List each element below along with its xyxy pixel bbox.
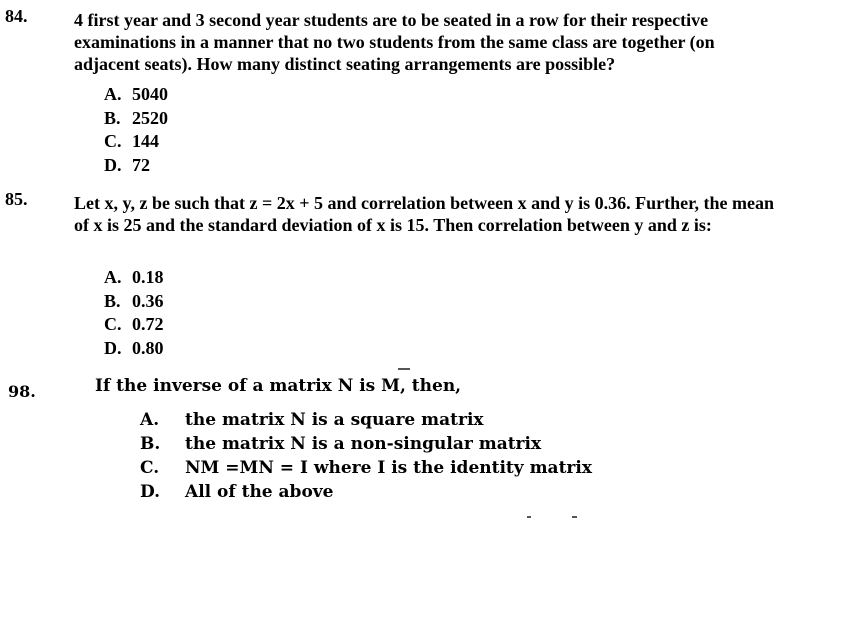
- option-d[interactable]: D. 72: [104, 154, 150, 175]
- answer-options: [104, 266, 164, 360]
- question-text: If the inverse of a matrix N is M, then,: [95, 376, 462, 396]
- option-c[interactable]: C. NM =MN = I where I is the identity matrix: [140, 458, 592, 478]
- option-c[interactable]: C. 144: [104, 131, 159, 151]
- question-number: 84.: [5, 6, 28, 26]
- option-b[interactable]: B. the matrix N is a non-singular matrix: [140, 434, 542, 454]
- answer-options: [140, 408, 592, 504]
- option-a[interactable]: A. 5040: [104, 84, 168, 104]
- option-b[interactable]: B. 0.36: [104, 290, 164, 311]
- option-d[interactable]: D. All of the above: [140, 482, 334, 502]
- question-number: 98.: [8, 382, 36, 401]
- question-text: Let x, y, z be such that z = 2x + 5 and correlation between x and y is 0.36. Further, the mean of x is 25 and the standard deviation of x is 15. Then correlation between y and z is:: [74, 193, 774, 235]
- option-b[interactable]: B. 2520: [104, 107, 168, 128]
- option-a[interactable]: A. the matrix N is a square matrix: [140, 410, 484, 430]
- scan-mark: [572, 516, 577, 518]
- question-text: 4 first year and 3 second year students are to be seated in a row for their respective examinations in a manner that no two students from the same class are together (on adjacent seats). How many distinct seating arrangements are possible?: [74, 10, 715, 74]
- scan-mark: [527, 516, 531, 518]
- answer-options: [104, 83, 168, 177]
- option-c[interactable]: C. 0.72: [104, 314, 164, 334]
- option-d[interactable]: D. 0.80: [104, 337, 164, 358]
- scan-mark: [398, 368, 410, 370]
- question-number: 85.: [5, 189, 28, 209]
- option-a[interactable]: A. 0.18: [104, 267, 164, 287]
